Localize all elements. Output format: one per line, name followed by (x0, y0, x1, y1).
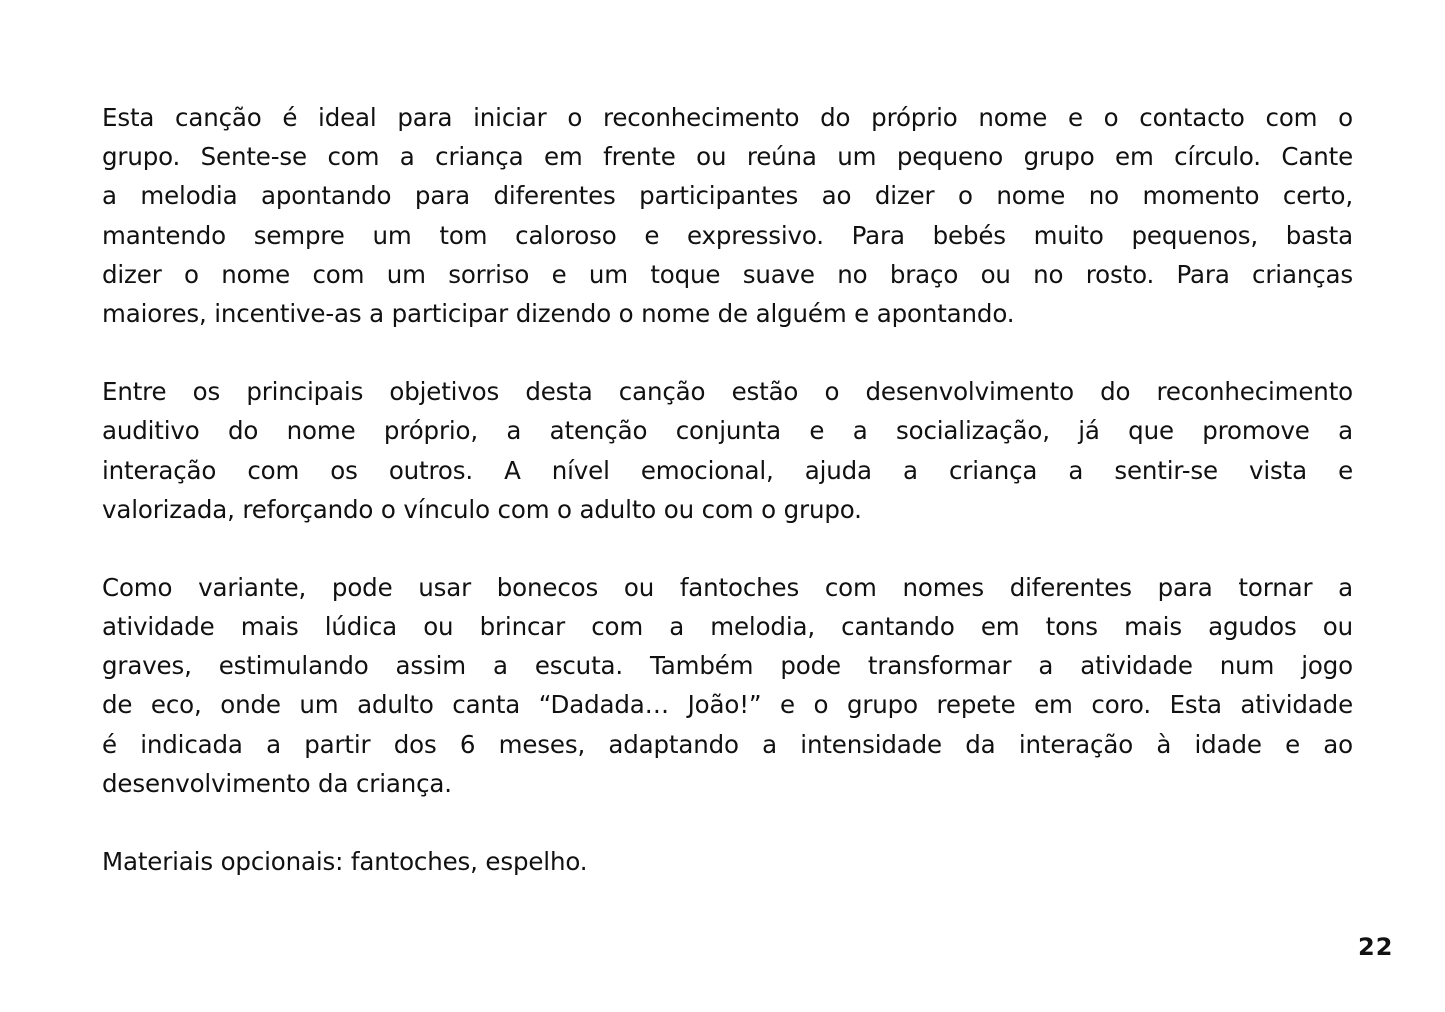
page-number: 22 (1358, 933, 1394, 961)
text-line: mantendo sempre um tom caloroso e expressivo. Para bebés muito pequenos, basta (102, 220, 1353, 250)
paragraph-materials (102, 842, 1353, 881)
paragraph-variants (102, 568, 1353, 803)
text-line: auditivo do nome próprio, a atenção conjunta e a socialização, já que promove a (102, 416, 1353, 446)
text-line: dizer o nome com um sorriso e um toque suave no braço ou no rosto. Para crianças (102, 259, 1353, 289)
text-line: Esta canção é ideal para iniciar o reconhecimento do próprio nome e o contacto com o (102, 103, 1353, 132)
text-line: é indicada a partir dos 6 meses, adaptando a intensidade da interação à idade e ao (102, 729, 1353, 759)
paragraph-spacer (102, 803, 1353, 842)
body-text (102, 98, 1353, 881)
text-line: maiores, incentive-as a participar dizendo o nome de alguém e apontando. (102, 298, 1015, 328)
text-line: Entre os principais objetivos desta canção estão o desenvolvimento do reconhecimento (102, 377, 1353, 407)
text-line: a melodia apontando para diferentes participantes ao dizer o nome no momento certo, (102, 181, 1353, 211)
paragraph-intro (102, 98, 1353, 333)
text-line: valorizada, reforçando o vínculo com o adulto ou com o grupo. (102, 494, 862, 524)
text-line: Como variante, pode usar bonecos ou fantoches com nomes diferentes para tornar a (102, 572, 1353, 602)
text-line: grupo. Sente-se com a criança em frente ou reúna um pequeno grupo em círculo. Cante (102, 142, 1353, 172)
paragraph-spacer (102, 529, 1353, 568)
text-line: graves, estimulando assim a escuta. Também pode transformar a atividade num jogo (102, 651, 1353, 681)
text-line: desenvolvimento da criança. (102, 768, 452, 798)
paragraph-spacer (102, 333, 1353, 372)
text-line: de eco, onde um adulto canta “Dadada… João!” e o grupo repete em coro. Esta atividade (102, 690, 1353, 720)
text-line: interação com os outros. A nível emocional, ajuda a criança a sentir-se vista e (102, 455, 1353, 485)
paragraph-objectives (102, 372, 1353, 529)
text-line: atividade mais lúdica ou brincar com a melodia, cantando em tons mais agudos ou (102, 612, 1353, 642)
text-line: Materiais opcionais: fantoches, espelho. (102, 847, 588, 876)
